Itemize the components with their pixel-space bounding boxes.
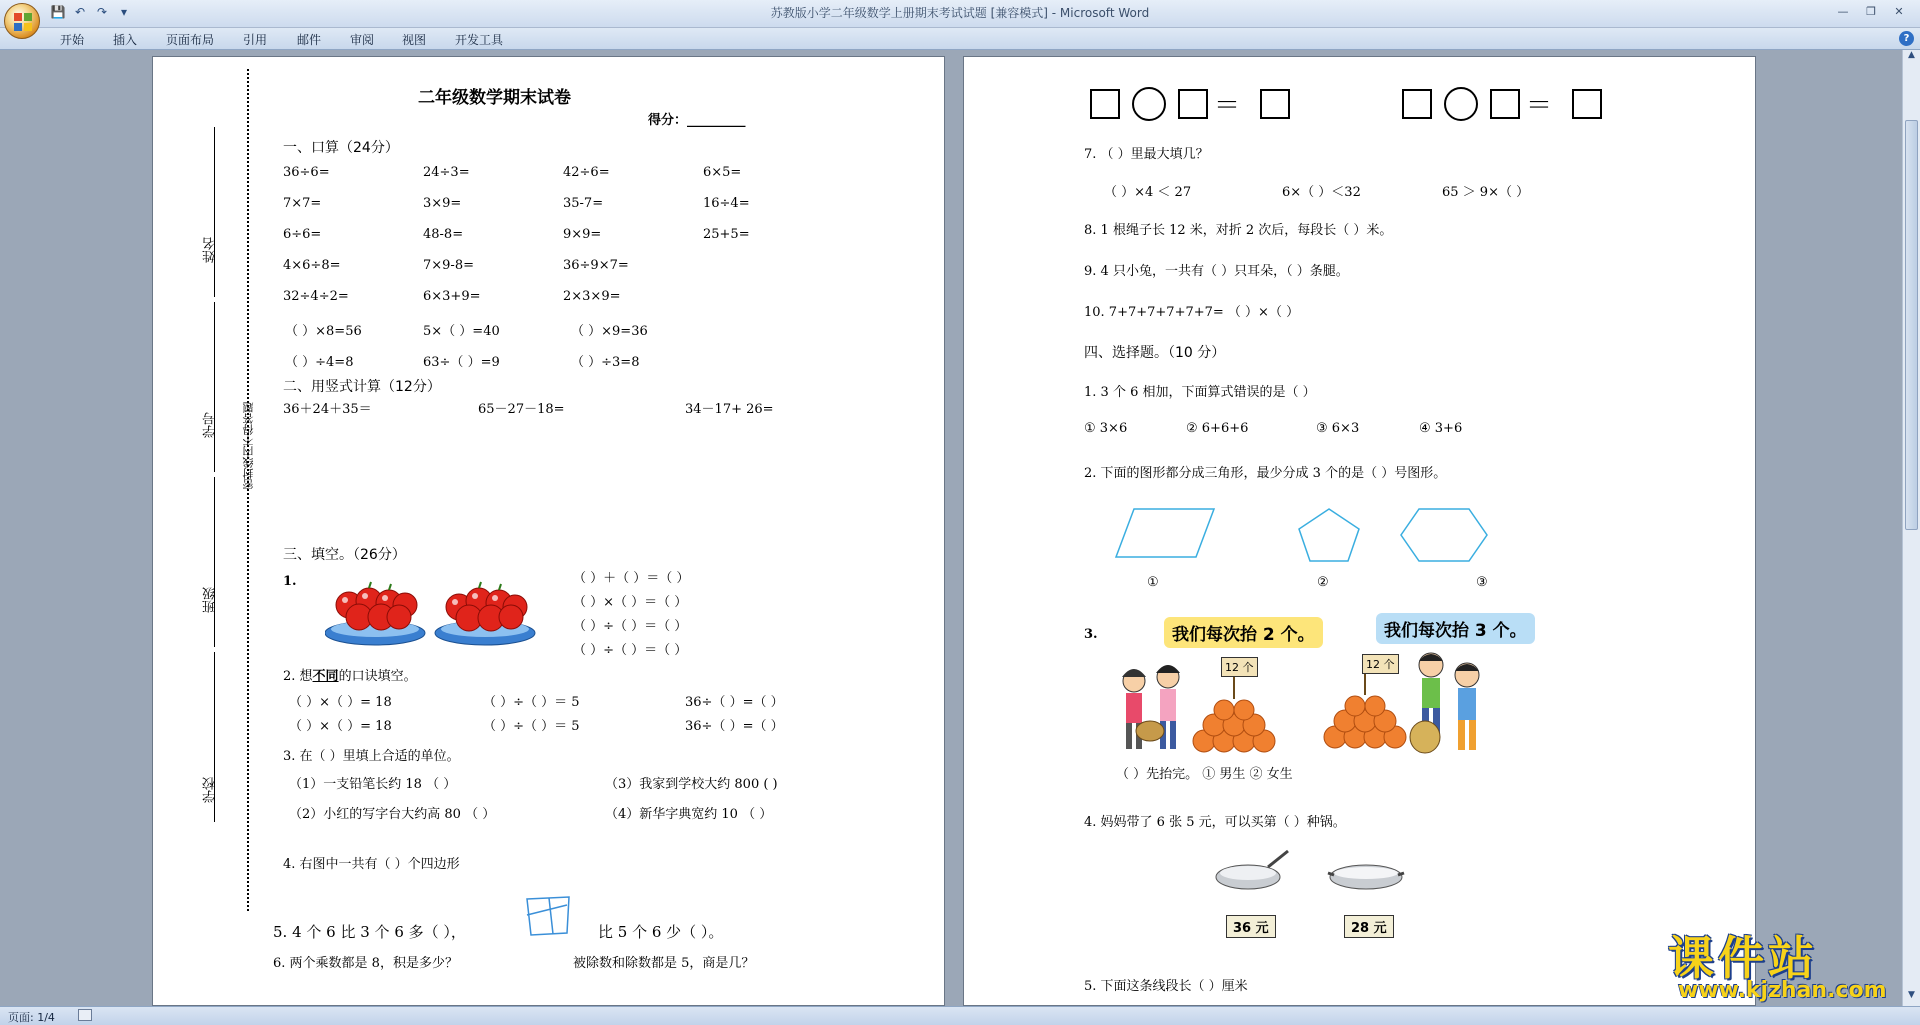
wok-2-image <box>1326 857 1406 897</box>
seal-dotted-line <box>247 69 249 911</box>
q3-item-2: （2）小红的写字台大约高 80 （ ） <box>289 807 496 822</box>
title-bar <box>0 0 1920 28</box>
vertical-scrollbar[interactable] <box>1902 50 1920 1006</box>
q2-underlined: 不同 <box>312 669 339 684</box>
undo-icon[interactable]: ↶ <box>74 5 86 19</box>
close-button[interactable]: ✕ <box>1894 4 1904 18</box>
wok-1-image <box>1214 847 1294 897</box>
minimize-button[interactable]: — <box>1837 4 1849 18</box>
pentagon-shape <box>1299 509 1359 561</box>
fill-1-3: （ ）×9=36 <box>571 324 648 339</box>
q3-item-3: （3）我家到学校大约 800 ( ) <box>605 777 778 792</box>
q1-equation-2: （ ）×（ ）＝（ ） <box>573 595 688 610</box>
q5-part-a: 5. 4 个 6 比 3 个 6 多（ ）， <box>273 923 466 941</box>
number-line <box>214 302 215 472</box>
calc-2-1: 7×7= <box>283 196 322 211</box>
apple-baskets-image <box>325 575 540 650</box>
q7-item-2: 6×（ ）＜32 <box>1282 185 1361 200</box>
tab-references[interactable]: 引用 <box>243 33 268 47</box>
q5-part-b: 比 5 个 6 少（ ）。 <box>598 923 724 941</box>
vertical-calc-3: 34－17+ 26= <box>685 402 774 417</box>
section-3-title: 三、填空。（26分） <box>283 547 406 563</box>
scroll-down-icon[interactable]: ▼ <box>1908 990 1915 1000</box>
q3-heading: 3. 在（ ）里填上合适的单位。 <box>283 749 460 764</box>
shape-label-1: ① <box>1147 575 1159 590</box>
q2-row2-1: （ ）×（ ）= 18 <box>289 719 392 734</box>
q7-item-3: 65 ＞ 9×（ ） <box>1442 185 1530 200</box>
choice-1-opt-3: ③ 6×3 <box>1316 421 1360 436</box>
box-6 <box>1572 89 1602 119</box>
status-bar <box>0 1006 1920 1025</box>
q1-number: 1. <box>283 574 297 589</box>
office-button[interactable] <box>4 3 40 39</box>
save-icon[interactable]: 💾 <box>50 5 66 19</box>
fill-2-3: （ ）÷3=8 <box>571 355 640 370</box>
q6-part-a: 6. 两个乘数都是 8，积是多少？ <box>273 956 458 971</box>
q6-part-b: 被除数和除数都是 5，商是几？ <box>573 956 755 971</box>
parallelogram-shape <box>1116 509 1214 557</box>
choice-3-answer: （ ）先抬完。 ① 男生 ② 女生 <box>1116 767 1293 782</box>
calc-3-3: 9×9= <box>563 227 602 242</box>
scroll-up-icon[interactable]: ▲ <box>1908 50 1915 60</box>
choice-1-opt-4: ④ 3+6 <box>1419 421 1463 436</box>
window-title: 苏教版小学二年级数学上册期末考试试题 [兼容模式] - Microsoft Word <box>770 6 1150 20</box>
calc-2-3: 35-7= <box>563 196 604 211</box>
document-workspace <box>0 50 1902 1006</box>
calc-4-3: 36÷9×7= <box>563 258 629 273</box>
choice-1-text: 1. 3 个 6 相加，下面算式错误的是（ ） <box>1084 385 1316 400</box>
choice-5-text: 5. 下面这条线段长（ ）厘米 <box>1084 979 1248 994</box>
q10-text: 10. 7+7+7+7+7+7= （ ）×（ ） <box>1084 305 1300 320</box>
calc-1-3: 42÷6= <box>563 165 610 180</box>
q1-equation-1: （ ）＋（ ）＝（ ） <box>573 571 690 586</box>
q3-item-1: （1）一支铅笔长约 18 （ ） <box>289 777 457 792</box>
fill-1-1: （ ）×8=56 <box>285 324 362 339</box>
calc-3-4: 25+5= <box>703 227 750 242</box>
q2-row1-2: （ ）÷（ ）＝ 5 <box>483 695 580 710</box>
section-2-title: 二、用竖式计算（12分） <box>283 379 441 395</box>
calc-1-4: 6×5= <box>703 165 742 180</box>
shape-label-3: ③ <box>1476 575 1488 590</box>
watermark-url: www.kjzhan.com <box>1678 978 1887 1003</box>
box-3 <box>1260 89 1290 119</box>
name-line <box>214 127 215 297</box>
calc-3-1: 6÷6= <box>283 227 322 242</box>
watermark-brand: 课件站 <box>1668 931 1818 985</box>
page-title: 二年级数学期末试卷 <box>418 88 571 108</box>
class-line <box>214 477 215 647</box>
box-1 <box>1090 89 1120 119</box>
q8-text: 8. 1 根绳子长 12 米，对折 2 次后，每段长（ ）米。 <box>1084 223 1393 238</box>
q2-row1-3: 36÷（ ）=（ ） <box>685 695 784 710</box>
circle-2 <box>1444 87 1478 121</box>
price-tag-1: 36 元 <box>1226 915 1276 938</box>
q2-row2-3: 36÷（ ）=（ ） <box>685 719 784 734</box>
q1-equation-3: （ ）÷（ ）＝（ ） <box>573 619 688 634</box>
calc-4-1: 4×6÷8= <box>283 258 341 273</box>
calc-1-1: 36÷6= <box>283 165 330 180</box>
tab-mailings[interactable]: 邮件 <box>297 33 322 47</box>
section-1-title: 一、口算（24分） <box>283 140 399 156</box>
box-5 <box>1490 89 1520 119</box>
calc-5-2: 6×3+9= <box>423 289 481 304</box>
q4-text: 4. 右图中一共有（ ）个四边形 <box>283 857 460 872</box>
page-count[interactable]: 页面: 1/4 <box>8 1011 55 1024</box>
window-controls <box>1830 2 1912 20</box>
fill-2-1: （ ）÷4=8 <box>285 355 354 370</box>
calc-1-2: 24÷3= <box>423 165 470 180</box>
seal-note: 密封线内不得答题 <box>242 402 255 490</box>
calc-5-3: 2×3×9= <box>563 289 621 304</box>
restore-button[interactable]: ❐ <box>1866 4 1876 18</box>
equals-1: ＝ <box>1214 91 1241 121</box>
tab-home[interactable]: 开始 <box>60 33 85 47</box>
tab-view[interactable]: 视图 <box>402 33 427 47</box>
q3-item-4: （4）新华字典宽约 10 （ ） <box>605 807 773 822</box>
pumpkin-sign-right: 12 个 <box>1362 654 1399 674</box>
choice-3-number: 3. <box>1084 627 1098 642</box>
tab-insert[interactable]: 插入 <box>113 33 138 47</box>
speech-bubble-boys: 我们每次抬 3 个。 <box>1376 613 1535 644</box>
speech-bubble-girls: 我们每次抬 2 个。 <box>1164 617 1323 648</box>
q2-heading <box>283 665 417 684</box>
q7-item-1: （ ）×4 ＜ 27 <box>1104 185 1192 200</box>
name-label: 姓名 <box>203 237 218 263</box>
proofing-icon[interactable] <box>78 1009 92 1021</box>
tab-page-layout[interactable]: 页面布局 <box>166 33 215 47</box>
fill-1-2: 5×（ ）=40 <box>423 324 500 339</box>
quadrilateral-figure <box>523 895 573 937</box>
boys-carrying-pumpkins-image <box>1321 645 1491 763</box>
watermark-logo <box>1668 922 1908 1004</box>
calc-5-1: 32÷4÷2= <box>283 289 349 304</box>
tab-review[interactable]: 审阅 <box>350 33 375 47</box>
equals-2: ＝ <box>1526 91 1553 121</box>
section-4-title: 四、选择题。（10 分） <box>1084 345 1226 361</box>
vertical-calc-1: 36＋24＋35＝ <box>283 402 372 417</box>
page-2[interactable] <box>963 56 1756 1006</box>
shape-label-2: ② <box>1317 575 1329 590</box>
choice-1-opt-1: ① 3×6 <box>1084 421 1128 436</box>
fill-2-2: 63÷（ ）=9 <box>423 355 500 370</box>
redo-icon[interactable]: ↷ <box>96 5 108 19</box>
q9-text: 9. 4 只小兔，一共有（ ）只耳朵，（ ）条腿。 <box>1084 264 1349 279</box>
number-label: 学号 <box>203 412 218 438</box>
tab-developer[interactable]: 开发工具 <box>455 33 504 47</box>
price-tag-2: 28 元 <box>1344 915 1394 938</box>
q2-pre: 2. 想 <box>283 669 313 684</box>
calc-4-2: 7×9-8= <box>423 258 474 273</box>
q2-row1-1: （ ）×（ ）= 18 <box>289 695 392 710</box>
q1-equation-4: （ ）÷（ ）＝（ ） <box>573 643 688 658</box>
vertical-calc-2: 65－27－18= <box>478 402 565 417</box>
hexagon-shape <box>1401 509 1487 561</box>
q2-post: 的口诀填空。 <box>338 669 417 684</box>
help-icon[interactable]: ? <box>1899 31 1914 46</box>
q7-text: 7. （ ）里最大填几？ <box>1084 147 1209 162</box>
calc-3-2: 48-8= <box>423 227 464 242</box>
page-1[interactable] <box>152 56 945 1006</box>
circle-1 <box>1132 87 1166 121</box>
ribbon-tabs <box>0 28 1920 50</box>
pumpkin-sign-left: 12 个 <box>1221 657 1258 677</box>
choice-2-text: 2. 下面的图形都分成三角形，最少分成 3 个的是（ ）号图形。 <box>1084 466 1447 481</box>
box-4 <box>1402 89 1432 119</box>
customize-qat-icon[interactable]: ▾ <box>120 5 128 19</box>
school-label: 学校 <box>203 777 218 803</box>
shapes-figure <box>1114 505 1554 570</box>
scrollbar-thumb[interactable] <box>1905 120 1918 530</box>
class-label: 班级 <box>203 587 218 613</box>
calc-2-2: 3×9= <box>423 196 462 211</box>
q2-row2-2: （ ）÷（ ）＝ 5 <box>483 719 580 734</box>
score-line: 得分：_________ <box>648 113 746 128</box>
box-2 <box>1178 89 1208 119</box>
choice-1-opt-2: ② 6+6+6 <box>1186 421 1249 436</box>
choice-4-text: 4. 妈妈带了 6 张 5 元，可以买第（ ）种锅。 <box>1084 815 1346 830</box>
calc-2-4: 16÷4= <box>703 196 750 211</box>
